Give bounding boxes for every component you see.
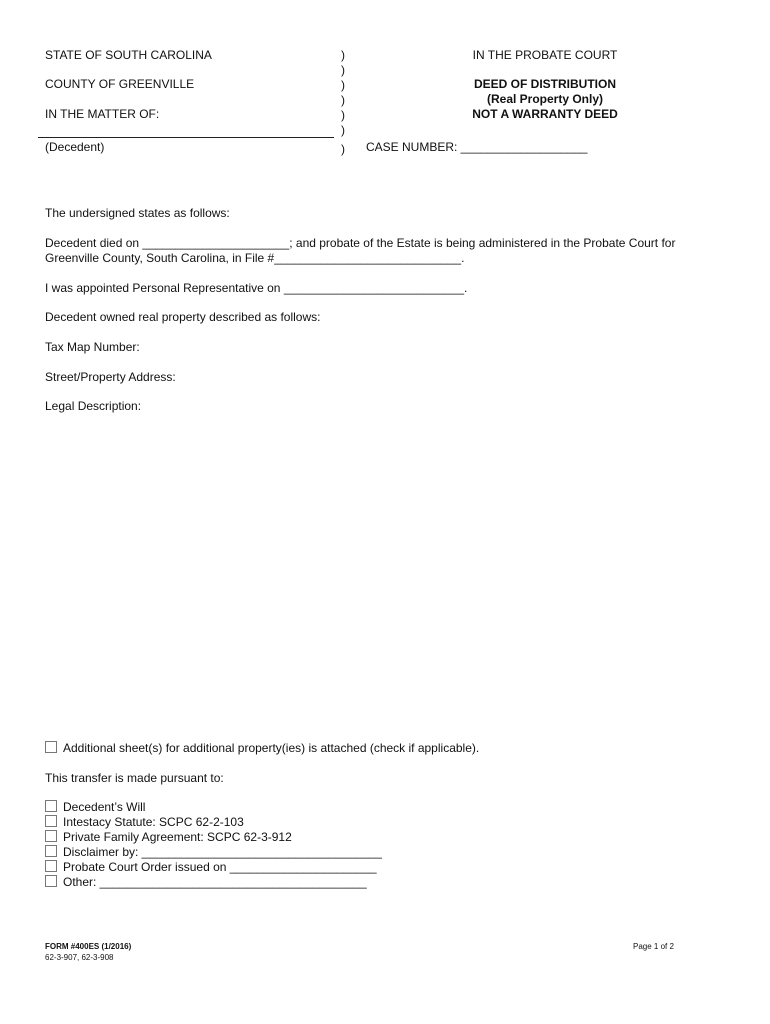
other-label[interactable]: Other: ________________________________________	[63, 875, 367, 889]
decedent-name-line[interactable]	[38, 137, 334, 138]
other-checkbox[interactable]	[45, 875, 57, 887]
court-label: IN THE PROBATE COURT	[472, 48, 618, 62]
legal-description-label: Legal Description:	[45, 399, 142, 413]
deed-title: DEED OF DISTRIBUTION	[473, 77, 616, 91]
pursuant-label: This transfer is made pursuant to:	[45, 771, 224, 785]
page-number: Page 1 of 2	[633, 942, 674, 951]
death-date-line[interactable]: Decedent died on ______________________; and probate of the Estate is being administered in the Probate Court for	[45, 236, 676, 250]
court-order-label[interactable]: Probate Court Order issued on ______________________	[63, 860, 377, 874]
additional-sheets-checkbox[interactable]	[45, 741, 57, 753]
deed-warning: NOT A WARRANTY DEED	[472, 107, 618, 121]
owned-property-text: Decedent owned real property described as follows:	[45, 310, 321, 324]
additional-sheets-label: Additional sheet(s) for additional property(ies) is attached (check if applicable).	[63, 741, 480, 755]
family-agreement-label: Private Family Agreement: SCPC 62-3-912	[63, 830, 292, 844]
tax-map-label: Tax Map Number:	[45, 340, 140, 354]
deed-subtitle: (Real Property Only)	[486, 92, 604, 106]
disclaimer-checkbox[interactable]	[45, 845, 57, 857]
will-checkbox[interactable]	[45, 800, 57, 812]
intestacy-label: Intestacy Statute: SCPC 62-2-103	[63, 815, 244, 829]
court-order-checkbox[interactable]	[45, 860, 57, 872]
decedent-label: (Decedent)	[45, 140, 105, 154]
county-label: COUNTY OF GREENVILLE	[45, 77, 195, 91]
intestacy-checkbox[interactable]	[45, 815, 57, 827]
will-label: Decedent’s Will	[63, 800, 146, 814]
case-number-field[interactable]: CASE NUMBER: ___________________	[366, 140, 588, 154]
matter-label: IN THE MATTER OF:	[45, 107, 160, 121]
state-label: STATE OF SOUTH CAROLINA	[45, 48, 212, 62]
file-number-line[interactable]: Greenville County, South Carolina, in File #____________________________.	[45, 251, 465, 265]
appointed-line[interactable]: I was appointed Personal Representative on ___________________________.	[45, 281, 468, 295]
family-agreement-checkbox[interactable]	[45, 830, 57, 842]
form-number: FORM #400ES (1/2016)	[45, 942, 132, 951]
disclaimer-label[interactable]: Disclaimer by: ____________________________________	[63, 845, 382, 859]
statute-reference: 62-3-907, 62-3-908	[45, 953, 114, 962]
paren-divider: ) ) ) ) ) ) )	[341, 48, 345, 156]
address-label: Street/Property Address:	[45, 370, 176, 384]
intro-text: The undersigned states as follows:	[45, 206, 230, 220]
